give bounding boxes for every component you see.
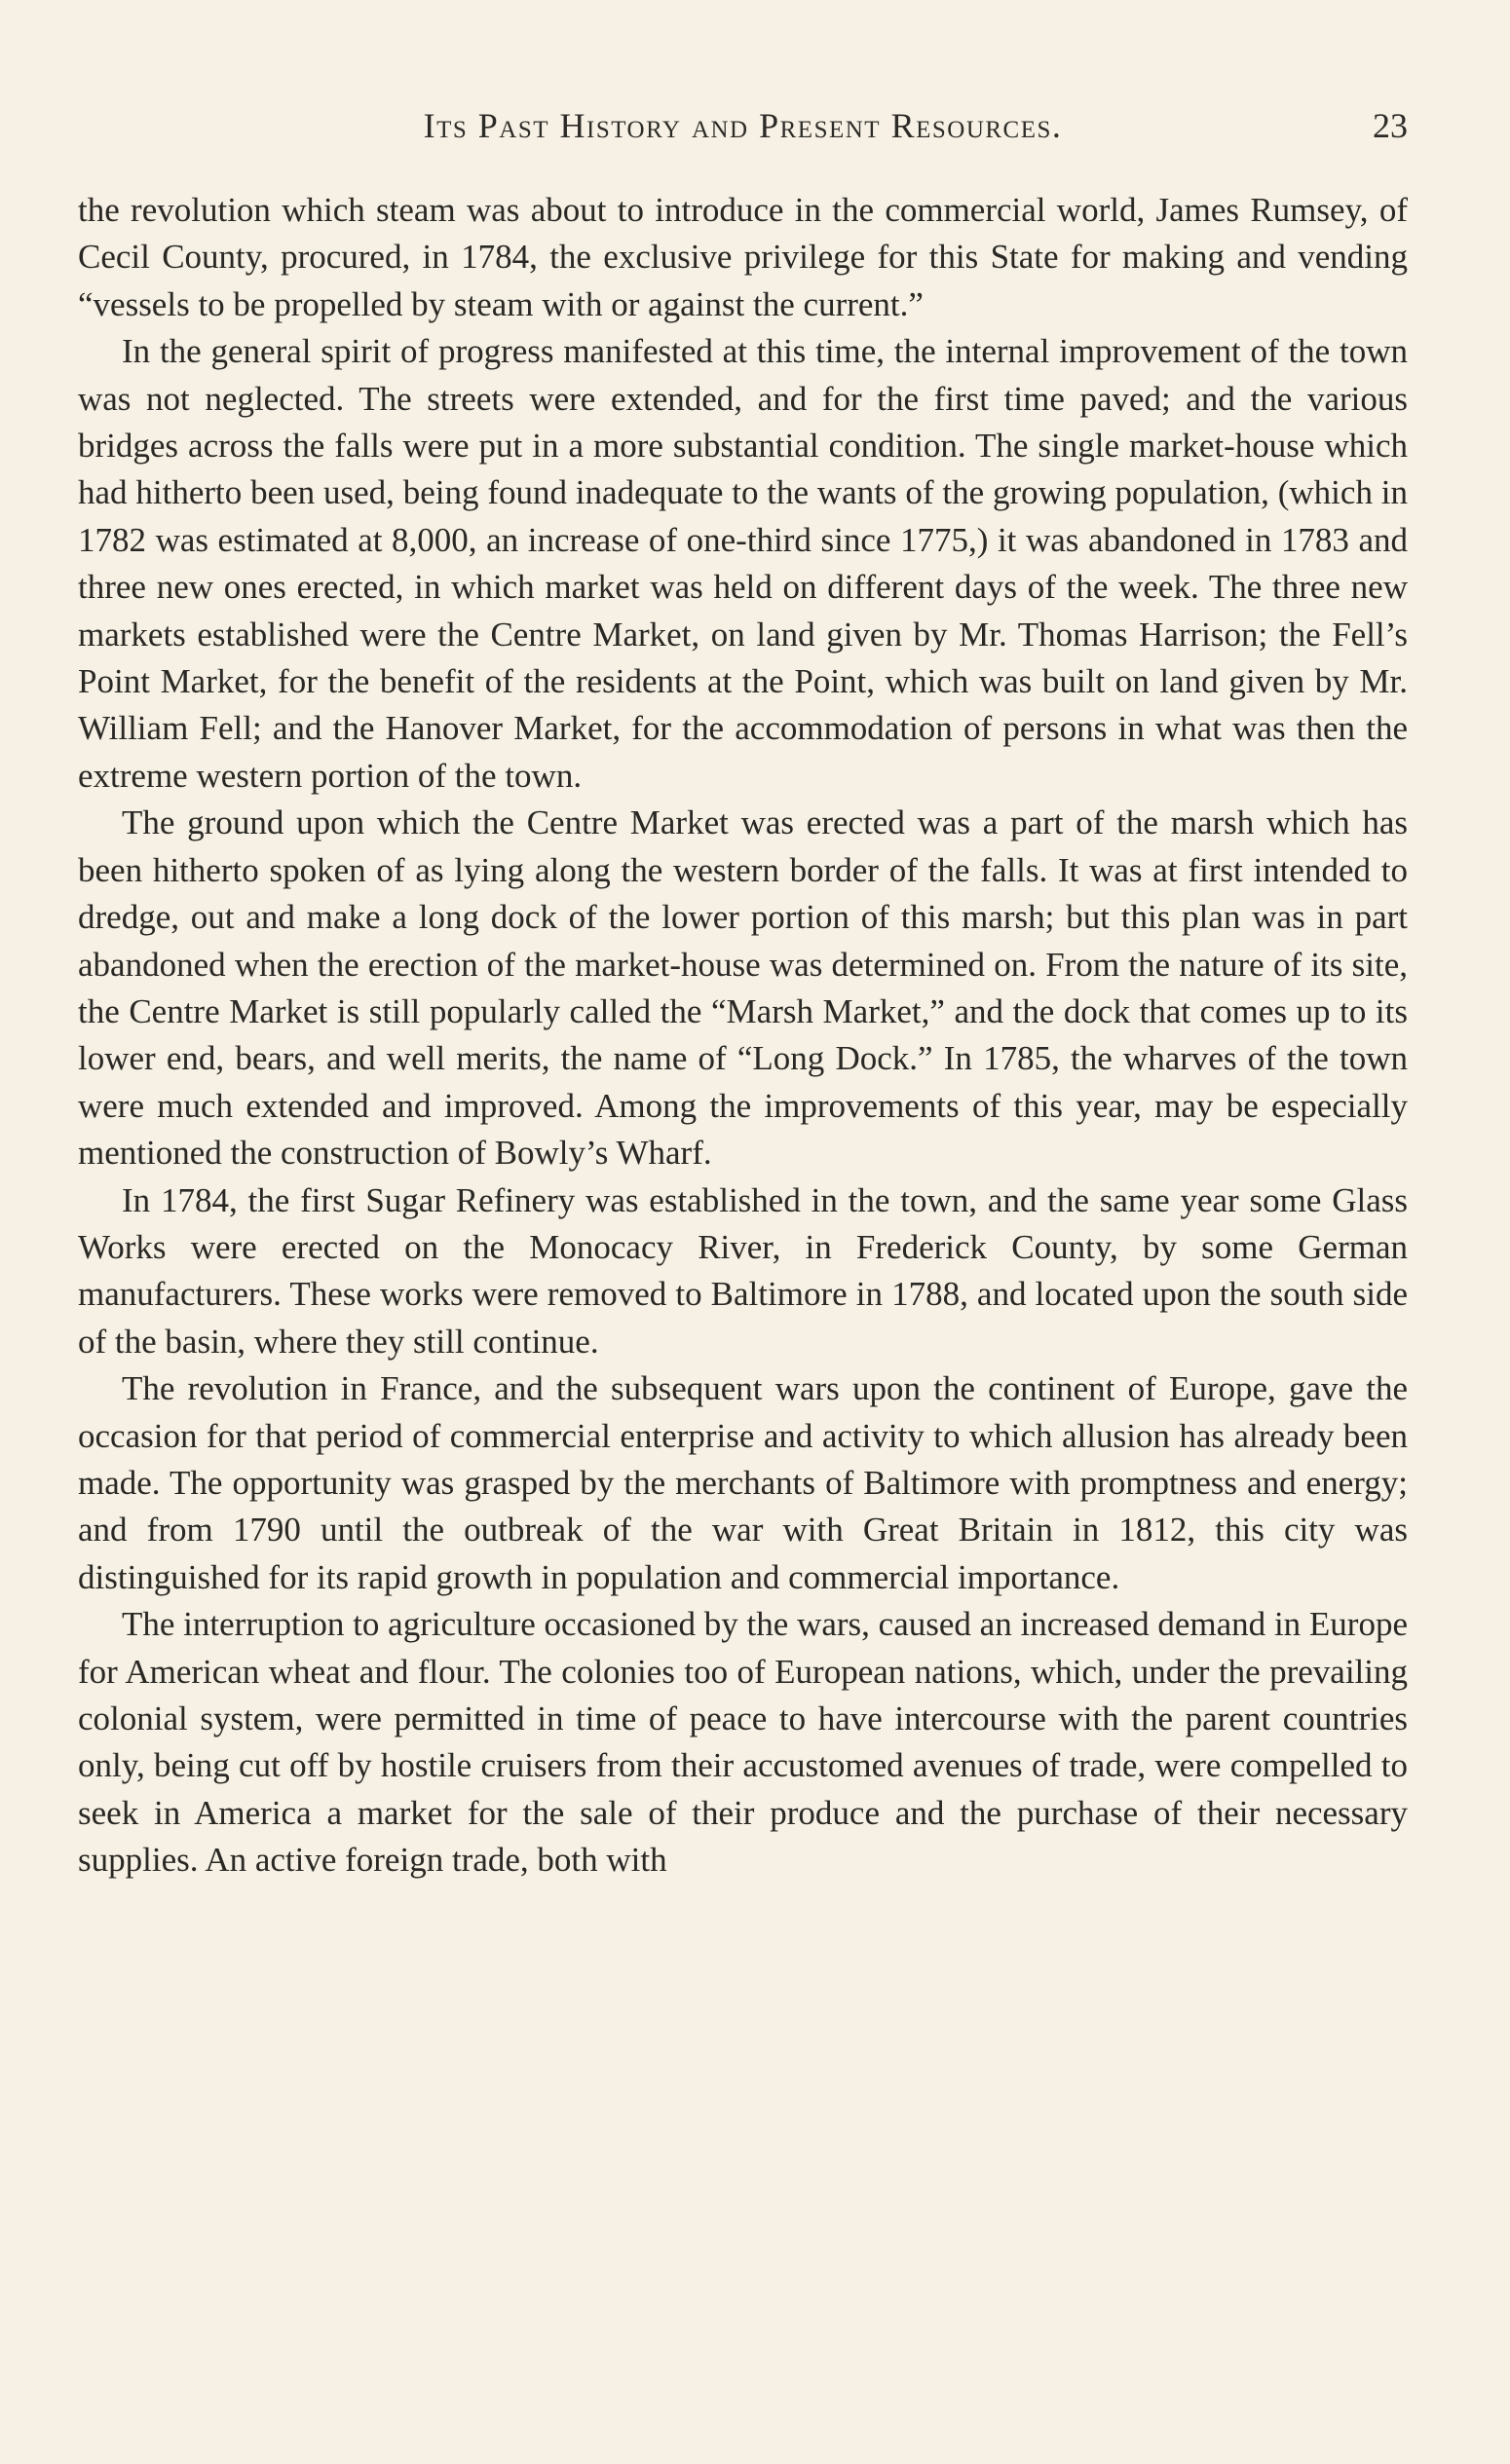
paragraph-foreign-trade: The interruption to agriculture occasioned by the wars, caused an increased demand in Europe for American wheat and flour. The colonies too of European nations, which, under the prevailing colonial system, were permitted in time of peace to have intercourse with the parent countries only, being cut off by hostile cruisers from their accustomed avenues of trade, were compelled to seek in America a market for the sale of their produce and the purchase of their necessary supplies. An active foreign trade, both with: [78, 1605, 1408, 1880]
paragraph-french-revolution: The revolution in France, and the subsequent wars upon the continent of Europe, gave the occasion for that period of commercial enterprise and activity to which allusion has already been made. The opportunity was grasped by the merchants of Baltimore with promptness and energy; and from 1790 until the outbreak of the war with Great Britain in 1812, this city was distinguished for its rapid growth in population and commercial importance.: [78, 1369, 1408, 1596]
page-header: [78, 105, 1408, 164]
paragraph-steam-privilege: the revolution which steam was about to introduce in the commercial world, James Rumsey, of Cecil County, procured, in 1784, the exclusive privilege for this State for making and vending “vessels to be propelled by steam with or against the current.”: [78, 191, 1408, 323]
paragraph-sugar-refinery: In 1784, the first Sugar Refinery was established in the town, and the same year some Glass Works were erected on the Monocacy River, in Frederick County, by some German manufacturers. These works were removed to Baltimore in 1788, and located upon the south side of the basin, where they still continue.: [78, 1180, 1408, 1361]
page-number: 23: [1373, 106, 1408, 145]
paragraph-centre-market: The ground upon which the Centre Market was erected was a part of the marsh which has been hitherto spoken of as lying along the western border of the falls. It was at first intended to dredge, out and make a long dock of the lower portion of this marsh; but this plan was in part abandoned when the erection of the market-house was determined on. From the nature of its site, the Centre Market is still popularly called the “Marsh Market,” and the dock that comes up to its lower end, bears, and well merits, the name of “Long Dock.” In 1785, the wharves of the town were much extended and improved. Among the improvements of this year, may be especially mentioned the construction of Bowly’s Wharf.: [78, 803, 1408, 1173]
book-page: [78, 0, 1408, 2464]
paragraph-town-improvements: In the general spirit of progress manifested at this time, the internal improvement of the town was not neglected. The streets were extended, and for the first time paved; and the various bridges across the falls were put in a more substantial condition. The single market-house which had hitherto been used, being found inadequate to the wants of the growing population, (which in 1782 was estimated at 8,000, an increase of one-third since 1775,) it was abandoned in 1783 and three new ones erected, in which market was held on different days of the week. The three new markets established were the Centre Market, on land given by Mr. Thomas Harrison; the Fell’s Point Market, for the benefit of the residents at the Point, which was built on land given by Mr. William Fell; and the Hanover Market, for the accommodation of persons in what was then the extreme western portion of the town.: [78, 332, 1408, 795]
body-text: [78, 187, 1408, 1885]
running-title: Its Past History and Present Resources.: [423, 106, 1063, 145]
